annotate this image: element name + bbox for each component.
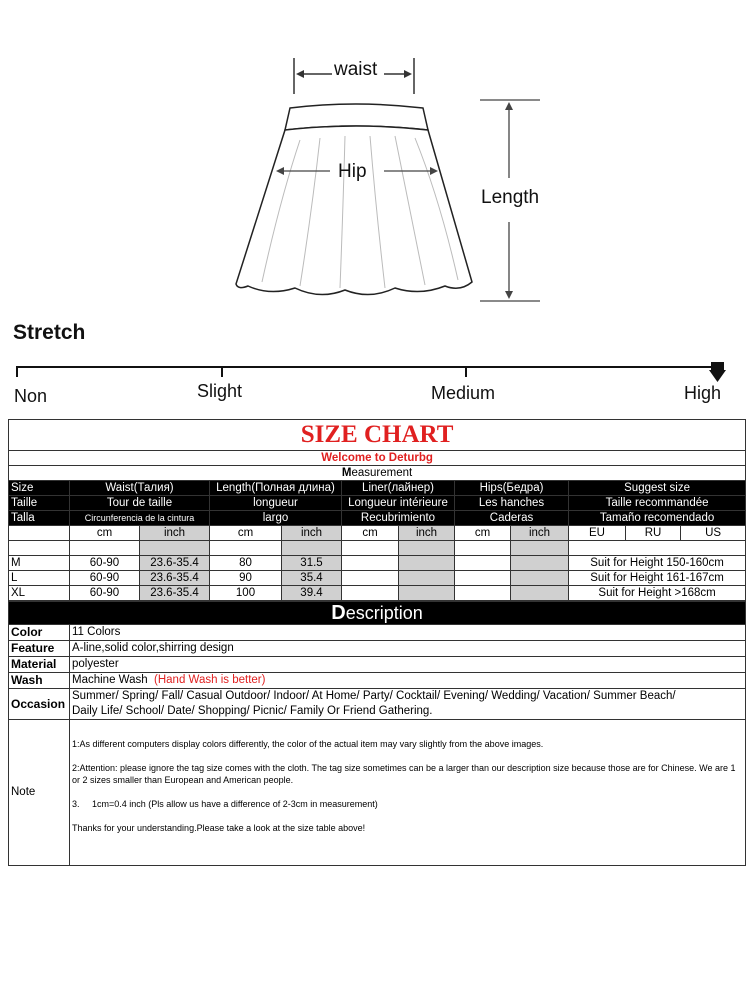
skirt-body [236,126,472,295]
unit-cell: inch [282,526,342,541]
desc-row-material [9,657,746,673]
header-row-fr [9,496,746,511]
occasion-value: Summer/ Spring/ Fall/ Casual Outdoor/ Indoor/ At Home/ Party/ Cocktail/ Evening/ Wedding/ Vacation/ Summer Beach/ Daily Life/ School/ Date/ Shopping/ Picnic/ Family Or Friend Gathering. [70,689,746,720]
header-hips-fr: Les hanches [455,496,569,511]
length-label: Length [481,187,540,208]
size-chart-table [8,419,746,601]
stretch-scale [0,355,750,385]
header-size: Size [9,481,70,496]
stretch-level-slight: Slight [197,381,243,401]
header-liner-es: Recubrimiento [342,511,455,526]
wash-value: Machine Wash (Hand Wash is better) [70,673,746,689]
size-chart-title: SIZE CHART [9,420,746,451]
wash-note: (Hand Wash is better) [154,674,266,686]
unit-cell: inch [140,526,210,541]
header-length: Length(Полная длина) [210,481,342,496]
stretch-title: Stretch [13,321,86,344]
description-title: Description [9,602,746,625]
header-hips: Hips(Бедра) [455,481,569,496]
unit-cell: US [681,526,746,541]
welcome-text: Welcome to Deturbg [9,451,746,466]
desc-row-wash [9,673,746,689]
header-length-es: largo [210,511,342,526]
desc-row-feature [9,641,746,657]
unit-cell: cm [342,526,399,541]
stretch-indicator-icon [709,370,726,382]
header-row-es [9,511,746,526]
unit-cell: inch [511,526,569,541]
unit-cell: cm [70,526,140,541]
feature-value: A-line,solid color,shirring design [70,641,746,657]
header-liner: Liner(лайнер) [342,481,455,496]
table-row: M 60-90 23.6-35.4 80 31.5 Suit for Height 150-160cm [9,556,746,571]
stretch-level-non: Non [14,386,48,406]
color-label: Color [9,625,70,641]
wash-label: Wash [9,673,70,689]
note-value: 1:As different computers display colors differently, the color of the actual item may vary slightly from the above images. 2:Attention: please ignore the tag size comes with the cloth. The tag size sometimes can be a larger than our description size because those are for Chinese. We are 1 or 2 sizes smaller than European and American people. 3. 1cm=0.4 inch (Pls allow us have a difference of 2-3cm in measurement) Thanks for your understanding.Please take a look at the size table above! [70,720,746,866]
header-length-fr: longueur [210,496,342,511]
description-table [8,601,746,866]
material-value: polyester [70,657,746,673]
unit-cell: cm [455,526,511,541]
desc-row-occasion [9,689,746,720]
unit-cell: inch [399,526,455,541]
units-row [9,526,746,541]
color-value: 11 Colors [70,625,746,641]
header-waist-es: Circunferencia de la cintura [70,511,210,526]
desc-row-color [9,625,746,641]
header-suggest-es: Tamaño recomendado [569,511,746,526]
header-suggest-fr: Taille recommandée [569,496,746,511]
stretch-level-high: High [684,383,722,403]
desc-row-note [9,720,746,866]
header-suggest: Suggest size [569,481,746,496]
unit-cell: cm [210,526,282,541]
skirt-diagram [0,0,750,320]
spacer-row [9,541,746,556]
header-liner-fr: Longueur intérieure [342,496,455,511]
header-row-en [9,481,746,496]
feature-label: Feature [9,641,70,657]
header-size-es: Talla [9,511,70,526]
header-size-fr: Taille [9,496,70,511]
note-label: Note [9,720,70,866]
header-waist: Waist(Талия) [70,481,210,496]
waist-label: waist [334,59,378,80]
material-label: Material [9,657,70,673]
header-waist-fr: Tour de taille [70,496,210,511]
hip-label: Hip [338,161,367,182]
occasion-label: Occasion [9,689,70,720]
header-hips-es: Caderas [455,511,569,526]
unit-cell: RU [626,526,681,541]
table-row: L 60-90 23.6-35.4 90 35.4 Suit for Height 161-167cm [9,571,746,586]
unit-cell: EU [569,526,626,541]
stretch-level-medium: Medium [431,383,496,403]
measurement-heading: Measurement [9,466,746,481]
table-row: XL 60-90 23.6-35.4 100 39.4 Suit for Height >168cm [9,586,746,601]
